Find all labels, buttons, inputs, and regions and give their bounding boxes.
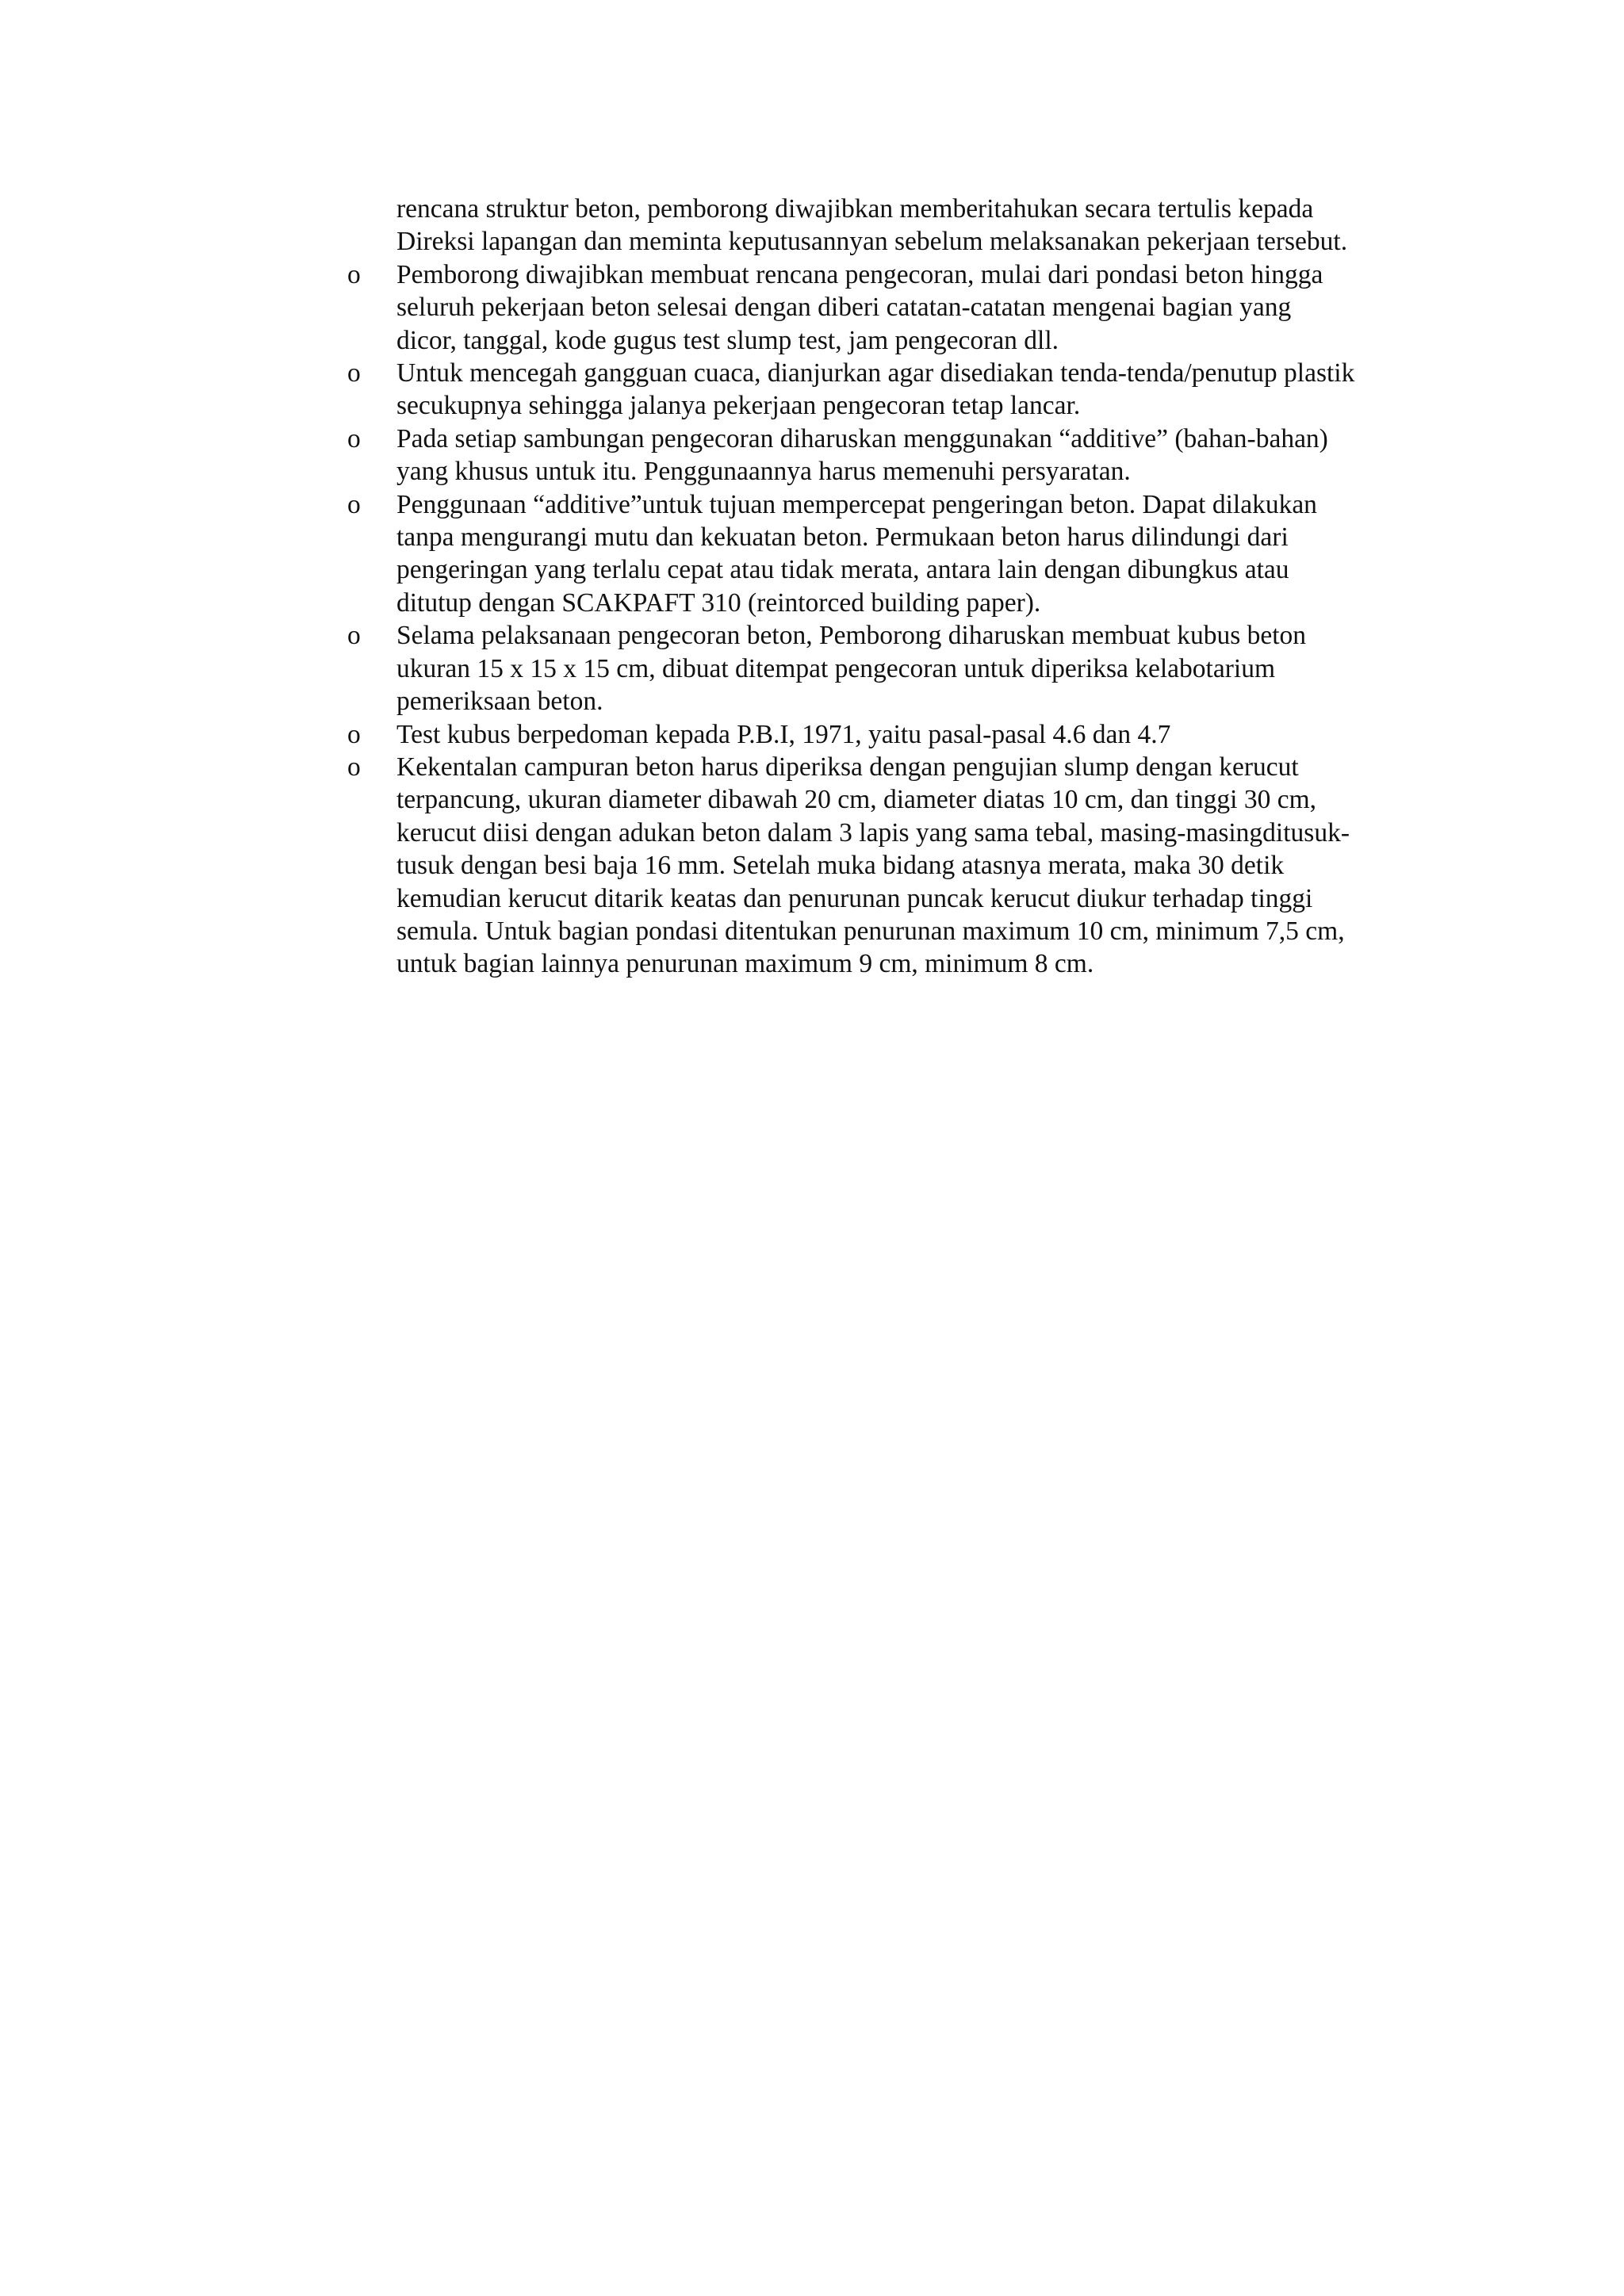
list-item [347,357,1450,423]
text-line: yang khusus untuk itu. Penggunaannya harus memenuhi persyaratan. [396,457,1131,487]
text-line: Selama pelaksanaan pengecoran beton, Pemborong diharuskan membuat kubus beton [396,621,1307,651]
bullet-marker: o [347,259,361,289]
list-item [347,423,1450,488]
bullet-marker: o [347,719,361,749]
list-item-continuation [347,193,1450,258]
list-item [347,751,1450,981]
text-line: tanpa mengurangi mutu dan kekuatan beton. Permukaan beton harus dilindungi dari [396,522,1289,553]
text-line: dicor, tanggal, kode gugus test slump test, jam pengecoran dll. [396,325,1059,355]
text-line: pemeriksaan beton. [396,687,603,717]
text-line: semula. Untuk bagian pondasi ditentukan penurunan maximum 10 cm, minimum 7,5 cm, [396,916,1345,946]
text-line: Pemborong diwajibkan membuat rencana pengecoran, mulai dari pondasi beton hingga [396,259,1323,289]
text-line: Penggunaan “additive”untuk tujuan mempercepat pengeringan beton. Dapat dilakukan [396,489,1317,519]
text-line: kemudian kerucut ditarik keatas dan penurunan puncak kerucut diukur terhadap tinggi [396,883,1313,913]
text-line: Pada setiap sambungan pengecoran diharuskan menggunakan “additive” (bahan-bahan) [396,423,1328,453]
text-line: kerucut diisi dengan adukan beton dalam 3 lapis yang sama tebal, masing-masingditusuk- [396,817,1350,848]
list-item [347,258,1450,357]
text-line: Test kubus berpedoman kepada P.B.I, 1971, yaitu pasal-pasal 4.6 dan 4.7 [396,719,1171,749]
text-line: terpancung, ukuran diameter dibawah 20 cm, diameter diatas 10 cm, dan tinggi 30 cm, [396,785,1317,815]
bullet-marker: o [347,489,361,519]
document-body [347,193,1450,981]
text-line: pengeringan yang terlalu cepat atau tidak merata, antara lain dengan dibungkus atau [396,555,1289,585]
text-line: seluruh pekerjaan beton selesai dengan diberi catatan-catatan mengenai bagian yang [396,293,1292,323]
text-line: tusuk dengan besi baja 16 mm. Setelah muka bidang atasnya merata, maka 30 detik [396,851,1285,881]
text-line: Kekentalan campuran beton harus diperiksa dengan pengujian slump dengan kerucut [396,752,1299,782]
list-item [347,619,1450,718]
bullet-marker: o [347,752,361,782]
list-item [347,488,1450,620]
text-line: Direksi lapangan dan meminta keputusannyan sebelum melaksanakan pekerjaan tersebut. [396,227,1348,257]
bullet-marker: o [347,358,361,388]
bullet-marker: o [347,621,361,651]
text-line: ukuran 15 x 15 x 15 cm, dibuat ditempat pengecoran untuk diperiksa kelabotarium [396,653,1276,683]
text-line: rencana struktur beton, pemborong diwajibkan memberitahukan secara tertulis kepada [396,194,1314,224]
list-item [347,718,1450,751]
bullet-marker: o [347,423,361,453]
text-line: ditutup dengan SCAKPAFT 310 (reintorced building paper). [396,587,1041,618]
text-line: secukupnya sehingga jalanya pekerjaan pengecoran tetap lancar. [396,391,1081,421]
text-line: Untuk mencegah gangguan cuaca, dianjurkan agar disediakan tenda-tenda/penutup plastik [396,358,1355,388]
text-line: untuk bagian lainnya penurunan maximum 9 cm, minimum 8 cm. [396,949,1094,979]
